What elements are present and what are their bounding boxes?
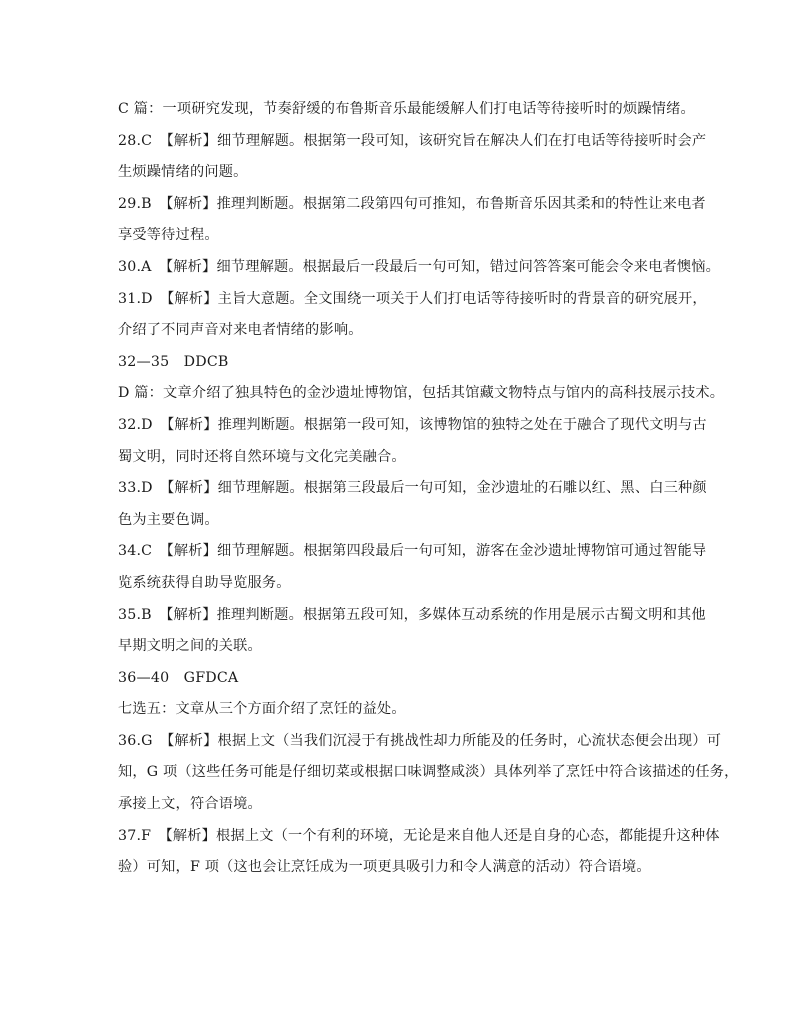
answer-31-line-2: 介绍了不同声音对来电者情绪的影响。 — [118, 322, 363, 339]
answer-36-line-1: 36.G 【解析】根据上文（当我们沉浸于有挑战性却力所能及的任务时，心流状态便会出现）可 — [118, 732, 722, 749]
answer-35-line-1: 35.B 【解析】推理判断题。根据第五段可知，多媒体互动系统的作用是展示古蜀文明和其他 — [118, 606, 706, 623]
answer-33-line-2: 色为主要色调。 — [118, 511, 219, 528]
answer-33-line-1: 33.D 【解析】细节理解题。根据第三段最后一句可知，金沙遗址的石雕以红、黑、白三种颜 — [118, 480, 707, 497]
answer-29-line-2: 享受等待过程。 — [118, 227, 219, 244]
answer-30-line-1: 30.A 【解析】细节理解题。根据最后一段最后一句可知，错过问答答案可能会令来电者懊恼。 — [118, 258, 721, 275]
seven-choose-five-summary: 七选五：文章从三个方面介绍了烹饪的益处。 — [118, 701, 406, 718]
answer-36-line-3: 承接上文，符合语境。 — [118, 796, 262, 813]
answer-34-line-1: 34.C 【解析】细节理解题。根据第四段最后一句可知，游客在金沙遗址博物馆可通过智能导 — [118, 543, 707, 560]
answer-31-line-1: 31.D 【解析】主旨大意题。全文围绕一项关于人们打电话等待接听时的背景音的研究展开， — [118, 290, 707, 307]
answer-28-line-2: 生烦躁情绪的问题。 — [118, 164, 248, 181]
answer-37-line-2: 验）可知，F 项（这也会让烹饪成为一项更具吸引力和令人满意的活动）符合语境。 — [118, 859, 651, 876]
answer-37-line-1: 37.F 【解析】根据上文（一个有利的环境，无论是来自他人还是自身的心态，都能提升这种体 — [118, 827, 720, 844]
passage-c-summary: C 篇：一项研究发现，节奏舒缓的布鲁斯音乐最能缓解人们打电话等待接听时的烦躁情绪。 — [118, 101, 695, 117]
answer-35-line-2: 早期文明之间的关联。 — [118, 638, 262, 655]
answers-32-35-heading: 32—35 DDCB — [118, 353, 229, 370]
answer-28-line-1: 28.C 【解析】细节理解题。根据第一段可知，该研究旨在解决人们在打电话等待接听时会产 — [118, 132, 707, 149]
passage-d-summary: D 篇：文章介绍了独具特色的金沙遗址博物馆，包括其馆藏文物特点与馆内的高科技展示技术。 — [118, 385, 725, 402]
answers-36-40-heading: 36—40 GFDCA — [118, 669, 239, 686]
answer-key-document — [118, 94, 739, 884]
answer-32-line-1: 32.D 【解析】推理判断题。根据第一段可知，该博物馆的独特之处在于融合了现代文明与古 — [118, 416, 707, 433]
answer-34-line-2: 览系统获得自助导览服务。 — [118, 574, 291, 591]
answer-29-line-1: 29.B 【解析】推理判断题。根据第二段第四句可推知，布鲁斯音乐因其柔和的特性让来电者 — [118, 195, 706, 212]
answer-32-line-2: 蜀文明，同时还将自然环境与文化完美融合。 — [118, 448, 406, 465]
answer-36-line-2: 知，G 项（这些任务可能是仔细切菜或根据口味调整咸淡）具体列举了烹饪中符合该描述的任务， — [118, 764, 739, 781]
